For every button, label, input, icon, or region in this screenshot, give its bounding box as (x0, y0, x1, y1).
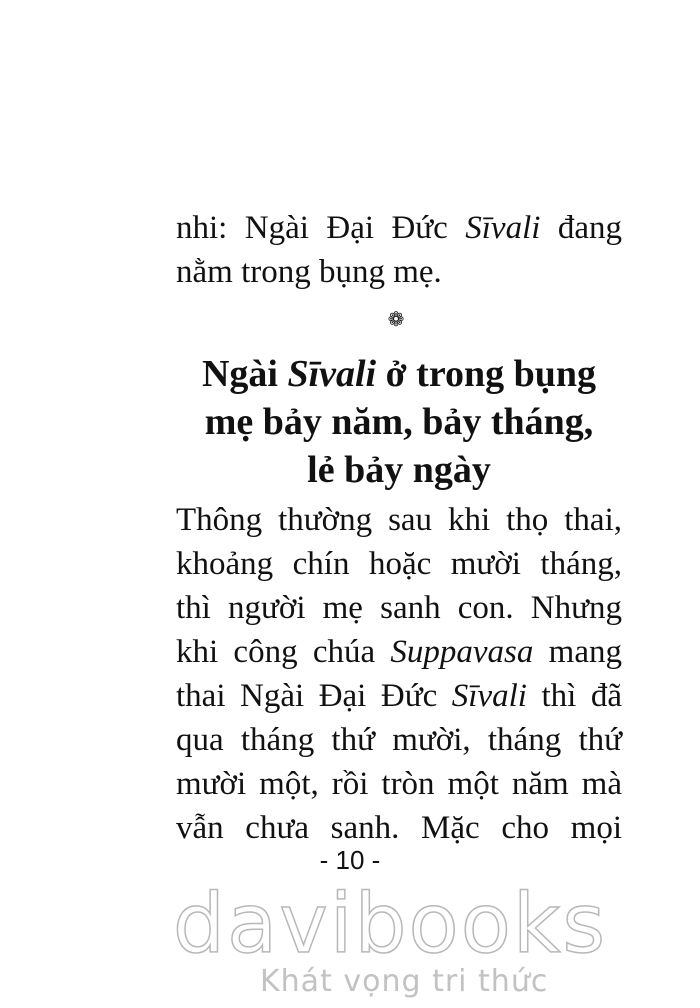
section-heading (176, 350, 622, 494)
intro-paragraph (176, 206, 622, 294)
body-line-6: qua tháng thứ mười, tháng thứ (176, 722, 622, 758)
body-paragraph (176, 498, 622, 850)
body-line-8: vẫn chưa sanh. Mặc cho mọi (176, 810, 622, 846)
page-number: - 10 - (319, 845, 381, 875)
heading-line-1: Ngài Sīvali ở trong bụng (201, 353, 597, 395)
flower-ornament-icon: ❁ (387, 309, 405, 331)
body-line-5: thai Ngài Đại Đức Sīvali thì đã (176, 678, 622, 714)
intro-line-1: nhi: Ngài Đại Đức Sīvali đang (176, 210, 622, 246)
body-line-7: mười một, rồi tròn một năm mà (176, 766, 622, 802)
watermark-tagline: Khát vọng tri thức (260, 964, 549, 999)
intro-line-2: nằm trong bụng mẹ. (176, 254, 442, 290)
heading-line-2: mẹ bảy năm, bảy tháng, (204, 401, 594, 443)
heading-line-3: lẻ bảy ngày (307, 449, 491, 491)
body-line-3: thì người mẹ sanh con. Nhưng (176, 590, 622, 626)
body-line-1: Thông thường sau khi thọ thai, (176, 502, 622, 538)
body-line-2: khoảng chín hoặc mười tháng, (176, 546, 622, 582)
body-line-4: khi công chúa Suppavasa mang (176, 634, 622, 670)
watermark-brand: davibooks (172, 877, 608, 972)
watermark-logo (160, 877, 620, 1000)
